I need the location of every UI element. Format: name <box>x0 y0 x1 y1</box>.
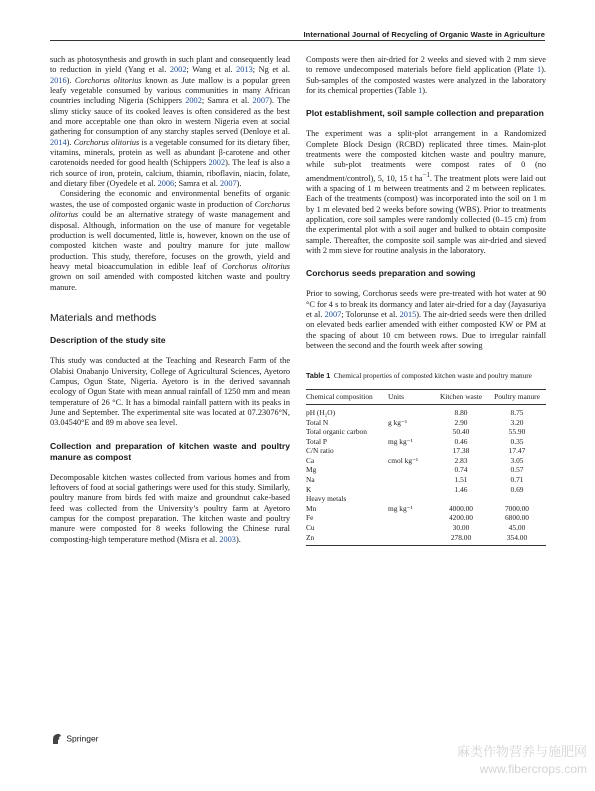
subsection-heading-plot: Plot establishment, soil sample collection and preparation <box>306 108 544 119</box>
text: ). <box>66 137 74 147</box>
citation-link[interactable]: 2007 <box>252 96 270 106</box>
text: ; Samra et al. <box>174 179 221 189</box>
citation-link[interactable]: 2007 <box>324 309 342 319</box>
unit-cell <box>388 494 434 504</box>
value-cell: 7000.00 <box>504 503 530 513</box>
text: could be an alternative strategy of waste management and disposal. Although, information on the use of manure for vegetable production is well documented, little is, however, known on the use of composted kitchen waste and poultry manure for jute mallow production. This study, therefore, focuses on the growth, yield and heavy metal bioaccumulation in edible leaf of <box>50 210 290 271</box>
text: . The treatment plots were laid out with a spacing of 1 m between treatments and 2 m between replicates. Each of the treatments (compost) was incorporated into the soil on 1 m by 1 m elevated bed 2 weeks before sowing (WBS). Prior to treatments application, core soil samples were randomly collected (0–15 cm) from the experimental plot with a soil auger and bulked to obtain composite sample. Thereafter, the composite soil sample was air-dried and sieved with 2 mm sieve for routine analysis in the laboratory. <box>306 173 546 255</box>
intro-paragraph-1 <box>50 55 290 189</box>
unit-cell <box>388 404 434 417</box>
table-caption <box>306 371 546 381</box>
table-1 <box>306 371 546 546</box>
table-row <box>306 456 546 466</box>
species-name: Corchorus olitorius <box>74 75 142 85</box>
text: is a vegetable consumed for its dietary fiber, vitamins, minerals, protein as well as abundant β-carotene and other carotenoids needed for good health (Schippers <box>50 137 290 168</box>
text: ; Ng et al. <box>252 65 290 75</box>
value-cell: 3.20 <box>510 417 524 427</box>
row-label: Fe <box>306 513 314 523</box>
plot-paragraph <box>306 129 546 256</box>
value-cell: 0.69 <box>510 484 524 494</box>
text: ). <box>236 179 242 189</box>
value-cell: 55.90 <box>508 427 526 437</box>
plate-link[interactable]: 1 <box>537 65 542 75</box>
table-row <box>306 465 546 475</box>
unit-cell <box>388 465 434 475</box>
table-row <box>306 418 546 428</box>
text: Composts were then air-dried for 2 weeks and sieved with 2 mm sieve to remove undecomposed materials before field application (Plate <box>306 55 546 75</box>
value-cell <box>434 494 488 504</box>
table-body <box>306 404 546 545</box>
row-label: Heavy metals <box>306 494 347 504</box>
value-cell: 4000.00 <box>448 503 474 513</box>
unit-cell: mg kg⁻¹ <box>388 436 413 446</box>
text: ). The slimy sticky sauce of its cooked leaves is often considered as the best and more acceptable one than okro in western Nigeria even at social gathering for consumption of any starchy staples served (Denloye et al. <box>50 96 290 137</box>
unit-cell <box>388 427 434 437</box>
table-row <box>306 485 546 495</box>
citation-link[interactable]: 2002 <box>208 158 226 168</box>
value-cell: 1.51 <box>454 475 468 485</box>
value-cell: 6800.00 <box>504 513 530 523</box>
text: such as photosynthesis and growth in such plant and consequently lead to reduction in yield (Yang et al. <box>50 55 290 75</box>
running-header <box>0 0 595 48</box>
row-label: Cu <box>306 523 315 533</box>
citation-link[interactable]: 2013 <box>236 65 253 75</box>
text: grown on soil amended with composted kitchen waste and poultry manure. <box>50 272 290 292</box>
column-header: Kitchen waste <box>434 390 488 405</box>
species-name: Corchorus olitorius <box>50 199 290 220</box>
row-label: Total N <box>306 417 329 427</box>
citation-link[interactable]: 2003 <box>219 534 236 544</box>
intro-paragraph-2 <box>50 189 290 292</box>
citation-link[interactable]: 2007 <box>220 179 237 189</box>
value-cell: 2.83 <box>454 455 468 465</box>
unit-cell: g kg⁻¹ <box>388 417 408 427</box>
seeds-paragraph <box>306 289 546 351</box>
text: ). The leaf is also a rich source of iron, protein, calcium, thiamin, riboflavin, niacin, folate, and dietary fiber (Oyedele et al. <box>50 158 290 189</box>
value-cell: 17.38 <box>452 446 470 456</box>
table-row <box>306 513 546 523</box>
site-watermark <box>457 745 587 777</box>
row-label: Ca <box>306 455 315 465</box>
unit-cell: cmol kg⁻¹ <box>388 455 419 465</box>
left-column <box>50 55 290 545</box>
table-link[interactable]: 1 <box>418 86 423 96</box>
citation-link[interactable]: 2002 <box>169 65 187 75</box>
table-row <box>306 533 546 546</box>
text: ). The air-dried seeds were then drilled on elevated beds earlier amended with either composted KW or PM at the spacing of about 10 cm between rows. Due to irregular rainfall between the second and the fourth week after sowing <box>306 309 546 350</box>
species-name: Corchorus olitorius <box>73 137 140 147</box>
unit-cell <box>388 485 434 495</box>
value-cell: 45.00 <box>508 523 526 533</box>
value-cell: 278.00 <box>434 533 488 546</box>
citation-link[interactable]: 2002 <box>185 96 202 106</box>
text: Prior to sowing, Corchorus seeds were pre-treated with hot water at 90 °C for 4 s to break its dormancy and later air-dried for a day (Jayasuriya et al. <box>306 289 546 319</box>
table-row <box>306 437 546 447</box>
column-header: Poultry manure <box>488 390 546 405</box>
text: Decomposable kitchen wastes collected from various homes and from leftovers of food at social gatherings were used for this study. Similarly, poultry manure from birds fed with maize and groundnut cake-based feed was collected from the University’s poultry farm at Ayetoro campus for the compost preparation. The kitchen waste and poultry manure were composted for 8 weeks following the Chinese rural composting-high temperature method (Misra et al. <box>50 472 290 544</box>
citation-link[interactable]: 2015 <box>399 309 417 319</box>
journal-title: International Journal of Recycling of Organic Waste in Agriculture <box>303 30 545 39</box>
row-label: pH (H₂O) <box>306 407 336 417</box>
citation-link[interactable]: 2014 <box>50 137 67 147</box>
text: ). <box>422 86 428 96</box>
row-label: Total P <box>306 436 328 446</box>
unit-cell <box>388 446 434 456</box>
chemical-properties-table <box>306 389 546 546</box>
value-cell: 8.75 <box>510 407 524 417</box>
column-header: Chemical composition <box>306 390 388 405</box>
springer-horse-icon <box>50 732 64 746</box>
table-row <box>306 404 546 417</box>
table-row <box>306 523 546 533</box>
unit-cell <box>388 523 434 533</box>
value-cell: 50.40 <box>452 427 470 437</box>
column-header: Units <box>388 390 434 405</box>
table-header-row <box>306 390 546 405</box>
text: Considering the economic and environmental benefits of organic wastes, the use of composted organic waste in production of <box>50 189 290 209</box>
site-paragraph: This study was conducted at the Teaching and Research Farm of the Olabisi Onabanjo University, College of Agricultural Sciences, Ayetoro Campus, Ogun State, Nigeria. Ayetoro is in the derived savannah ecology of Ogun State with mean annual rainfall of 1250 mm and mean temperature of 26 °C. It has a bimodal rainfall pattern with its peaks in June and September. The experimental site was located at 07.23076°N, 03.04540°E and 89 m above sea level. <box>50 356 290 428</box>
unit-cell: mg kg⁻¹ <box>388 503 413 513</box>
value-cell: 1.46 <box>454 484 468 494</box>
value-cell: 4200.00 <box>448 513 474 523</box>
value-cell: 17.47 <box>508 446 526 456</box>
table-row <box>306 475 546 485</box>
table-row <box>306 427 546 437</box>
value-cell: 354.00 <box>488 533 546 546</box>
row-label: Total organic carbon <box>306 427 367 437</box>
value-cell: 0.74 <box>454 465 468 475</box>
species-name: Corchorus olitorius <box>222 261 291 271</box>
citation-link[interactable]: 2006 <box>157 179 175 189</box>
collection-paragraph <box>50 473 290 545</box>
superscript: −1 <box>422 171 430 179</box>
unit-cell <box>388 475 434 485</box>
text: ; Samra et al. <box>201 96 253 106</box>
section-heading-materials: Materials and methods <box>50 311 157 324</box>
text: The experiment was a split-plot arrangement in a Randomized Complete Block Design (RCBD) replicated three times. Main-plot treatments were the composted kitchen waste and poultry manure, while sub-plot treatments were compost rates of 0 (no amendment/control), 5, 10, 15 t ha <box>306 129 546 183</box>
value-cell <box>488 494 546 504</box>
publisher-name: Springer <box>66 733 99 744</box>
value-cell: 2.90 <box>454 417 468 427</box>
table-row <box>306 494 546 504</box>
page-footer <box>50 732 99 750</box>
text: ; Tolorunse et al. <box>341 309 400 319</box>
row-label: C/N ratio <box>306 446 334 456</box>
compost-paragraph <box>306 55 546 96</box>
table-row <box>306 446 546 456</box>
table-label: Table 1 <box>306 371 331 381</box>
subsection-heading-site: Description of the study site <box>50 335 166 346</box>
header-rule <box>50 40 545 41</box>
text: ; Wang et al. <box>186 65 237 75</box>
value-cell: 0.71 <box>510 475 524 485</box>
subsection-heading-collection: Collection and preparation of kitchen waste and poultry manure as compost <box>50 440 290 462</box>
row-label: Na <box>306 475 315 485</box>
value-cell: 0.57 <box>510 465 524 475</box>
table-caption-text: Chemical properties of composted kitchen waste and poultry manure <box>333 372 532 381</box>
row-label: Mg <box>306 465 317 475</box>
row-label: K <box>306 484 312 494</box>
unit-cell <box>388 533 434 546</box>
watermark-chinese: 麻类作物营养与施肥网 <box>456 745 587 760</box>
row-label: Mn <box>306 503 317 513</box>
value-cell: 0.35 <box>510 436 524 446</box>
text: ). <box>66 75 75 85</box>
row-label: Zn <box>306 533 388 546</box>
value-cell: 0.46 <box>454 436 468 446</box>
value-cell: 30.00 <box>452 523 470 533</box>
text: known as Jute mallow is a popular green leafy vegetable consumed by various communities in many African countries including Nigeria (Schippers <box>50 75 290 106</box>
citation-link[interactable]: 2016 <box>50 75 67 85</box>
text: ). Sub-samples of the composted wastes were analyzed in the laboratory for its chemical properties (Table <box>306 65 546 96</box>
value-cell: 8.80 <box>454 407 468 417</box>
right-column <box>306 55 546 546</box>
text: ). <box>235 534 241 544</box>
subsection-heading-seeds: Corchorus seeds preparation and sowing <box>306 268 476 279</box>
table-row <box>306 504 546 514</box>
value-cell: 3.05 <box>510 455 524 465</box>
watermark-url: www.fibercrops.com <box>479 762 587 776</box>
unit-cell <box>388 513 434 523</box>
